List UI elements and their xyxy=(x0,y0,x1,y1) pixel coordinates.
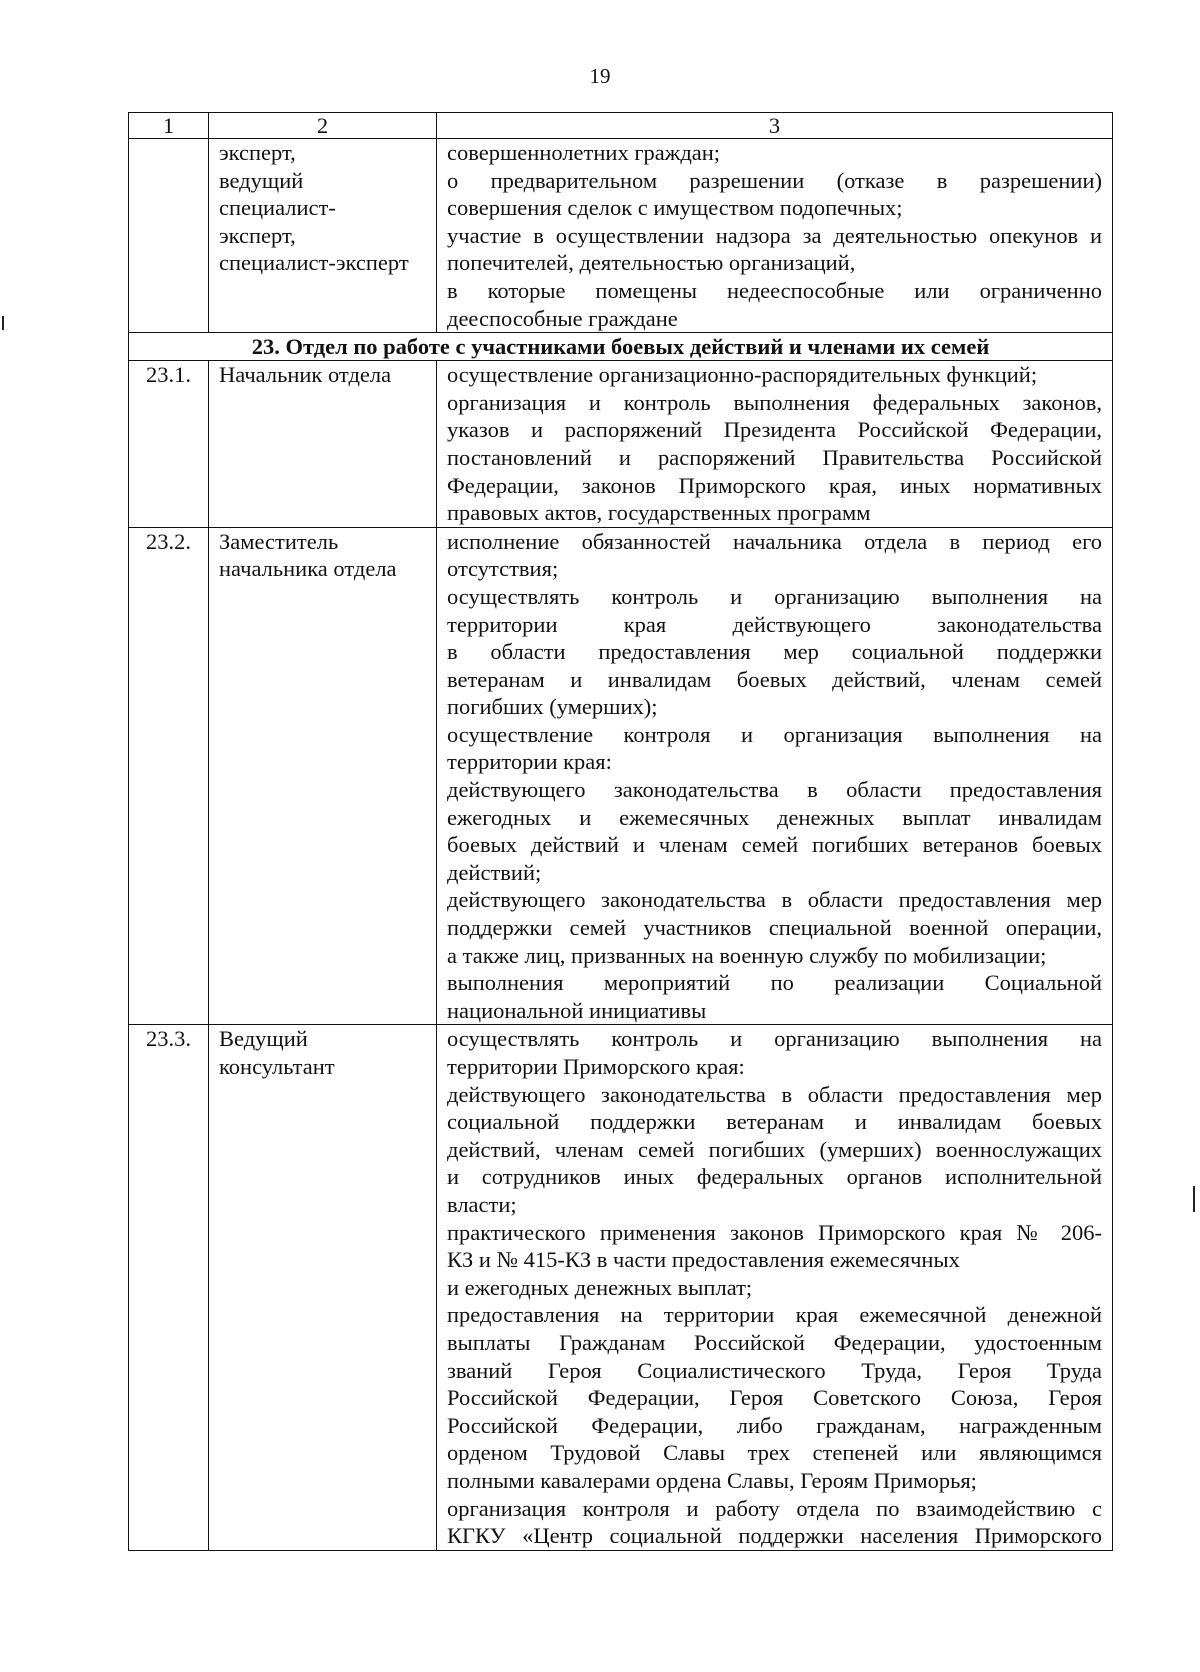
duty-line: совершения сделок с имуществом подопечных; xyxy=(447,195,903,221)
duty-line: боевых действий и членам семей погибших ветеранов боевых xyxy=(447,832,1102,858)
position-line: эксперт, xyxy=(219,140,296,165)
row-position: Ведущий консультант xyxy=(209,1025,437,1550)
duty-line: территории края: xyxy=(447,749,612,775)
duty-line: ежегодных и ежемесячных денежных выплат инвалидам xyxy=(447,804,1102,830)
header-col-2: 2 xyxy=(209,113,437,139)
duty-line: Российской Федерации, либо гражданам, награжденным xyxy=(447,1412,1102,1438)
row-position: Заместитель начальника отдела xyxy=(209,527,437,1025)
duty-line: полными кавалерами ордена Славы, Героям Приморья; xyxy=(447,1467,977,1493)
row-number: 23.2. xyxy=(129,527,209,1025)
scan-artifact-left xyxy=(2,316,4,330)
header-row xyxy=(129,113,1113,139)
duty-line: действующего законодательства в области предоставления мер xyxy=(447,1081,1102,1107)
duty-line: отсутствия; xyxy=(447,556,559,582)
duty-line: званий Героя Социалистического Труда, Героя Труда xyxy=(447,1357,1102,1383)
duty-line: Российской Федерации, Героя Советского Союза, Героя xyxy=(447,1385,1102,1411)
duty-line: постановлений и распоряжений Правительства Российской xyxy=(447,444,1102,470)
duty-line: о предварительном разрешении (отказе в разрешении) xyxy=(447,167,1102,193)
continuation-number-cell xyxy=(129,139,209,333)
duty-line: практического применения законов Приморского края № 206- xyxy=(447,1219,1102,1245)
duty-line: КЗ и № 415-КЗ в части предоставления ежемесячных xyxy=(447,1247,960,1273)
duty-line: осуществлять контроль и организацию выполнения на xyxy=(447,583,1102,609)
row-duties xyxy=(437,1025,1113,1550)
position-line: специалист-эксперт xyxy=(219,250,409,276)
row-duties xyxy=(437,361,1113,528)
duty-line: власти; xyxy=(447,1191,517,1217)
duty-line: поддержки семей участников специальной военной операции, xyxy=(447,915,1102,941)
duty-line: ветеранам и инвалидам боевых действий, членам семей xyxy=(447,666,1102,692)
duty-line: орденом Трудовой Славы трех степеней или являющимся xyxy=(447,1440,1102,1466)
position-line: ведущий xyxy=(219,167,304,193)
continuation-position-cell xyxy=(209,139,437,333)
duty-line: организация и контроль выполнения федеральных законов, xyxy=(447,389,1102,415)
row-duties xyxy=(437,527,1113,1025)
position-line: специалист- xyxy=(219,195,336,221)
header-col-3: 3 xyxy=(437,113,1113,139)
continuation-row xyxy=(129,139,1113,333)
duty-line: указов и распоряжений Президента Российской Федерации, xyxy=(447,417,1102,443)
table-row xyxy=(129,1025,1113,1550)
duty-line: осуществлять контроль и организацию выполнения на xyxy=(447,1026,1102,1052)
row-position: Начальник отдела xyxy=(209,361,437,528)
duty-line: осуществление организационно-распорядительных функций; xyxy=(447,362,1038,388)
duty-line: действий; xyxy=(447,859,542,885)
duty-line: правовых актов, государственных программ xyxy=(447,500,871,526)
duty-line: выплаты Гражданам Российской Федерации, удостоенным xyxy=(447,1329,1102,1355)
page-number: 19 xyxy=(589,64,611,88)
row-number: 23.1. xyxy=(129,361,209,528)
duty-line: и ежегодных денежных выплат; xyxy=(447,1274,753,1300)
header-col-1: 1 xyxy=(129,113,209,139)
staff-duties-table xyxy=(128,112,1113,1551)
duty-line: осуществление контроля и организация выполнения на xyxy=(447,721,1102,747)
section-title: 23. Отдел по работе с участниками боевых действий и членами их семей xyxy=(129,333,1113,361)
position-line: эксперт, xyxy=(219,222,296,248)
duty-line: а также лиц, призванных на военную службу по мобилизации; xyxy=(447,942,1047,968)
table-row xyxy=(129,361,1113,528)
duty-line: и сотрудников иных федеральных органов исполнительной xyxy=(447,1164,1102,1190)
row-number: 23.3. xyxy=(129,1025,209,1550)
duty-line: дееспособные граждане xyxy=(447,305,678,331)
section-row xyxy=(129,333,1113,361)
duty-line: действующего законодательства в области предоставления мер xyxy=(447,887,1102,913)
duty-line: действующего законодательства в области предоставления xyxy=(447,777,1102,803)
duty-line: действий, членам семей погибших (умерших) военнослужащих xyxy=(447,1136,1102,1162)
scan-artifact-right xyxy=(1193,1186,1195,1212)
duty-line: участие в осуществлении надзора за деятельностью опекунов и xyxy=(447,222,1102,248)
duty-line: организация контроля и работу отдела по взаимодействию с xyxy=(447,1495,1102,1521)
duty-line: территории Приморского края: xyxy=(447,1054,745,1079)
duty-line: совершеннолетних граждан; xyxy=(447,140,721,165)
continuation-duties-cell xyxy=(437,139,1113,333)
duty-line: территории края действующего законодательства xyxy=(447,611,1102,637)
duty-line: КГКУ «Центр социальной поддержки населения Приморского xyxy=(447,1523,1102,1549)
duty-line: национальной инициативы xyxy=(447,997,707,1023)
duty-line: Федерации, законов Приморского края, иных нормативных xyxy=(447,472,1102,498)
table-row xyxy=(129,527,1113,1025)
duty-line: исполнение обязанностей начальника отдела в период его xyxy=(447,528,1102,554)
duty-line: социальной поддержки ветеранам и инвалидам боевых xyxy=(447,1109,1102,1135)
duty-line: в которые помещены недееспособные или ограниченно xyxy=(447,277,1102,303)
duty-line: попечителей, деятельностью организаций, xyxy=(447,250,856,276)
duty-line: погибших (умерших); xyxy=(447,694,658,720)
duty-line: предоставления на территории края ежемесячной денежной xyxy=(447,1302,1102,1328)
duty-line: выполнения мероприятий по реализации Социальной xyxy=(447,970,1102,996)
duty-line: в области предоставления мер социальной поддержки xyxy=(447,639,1102,665)
